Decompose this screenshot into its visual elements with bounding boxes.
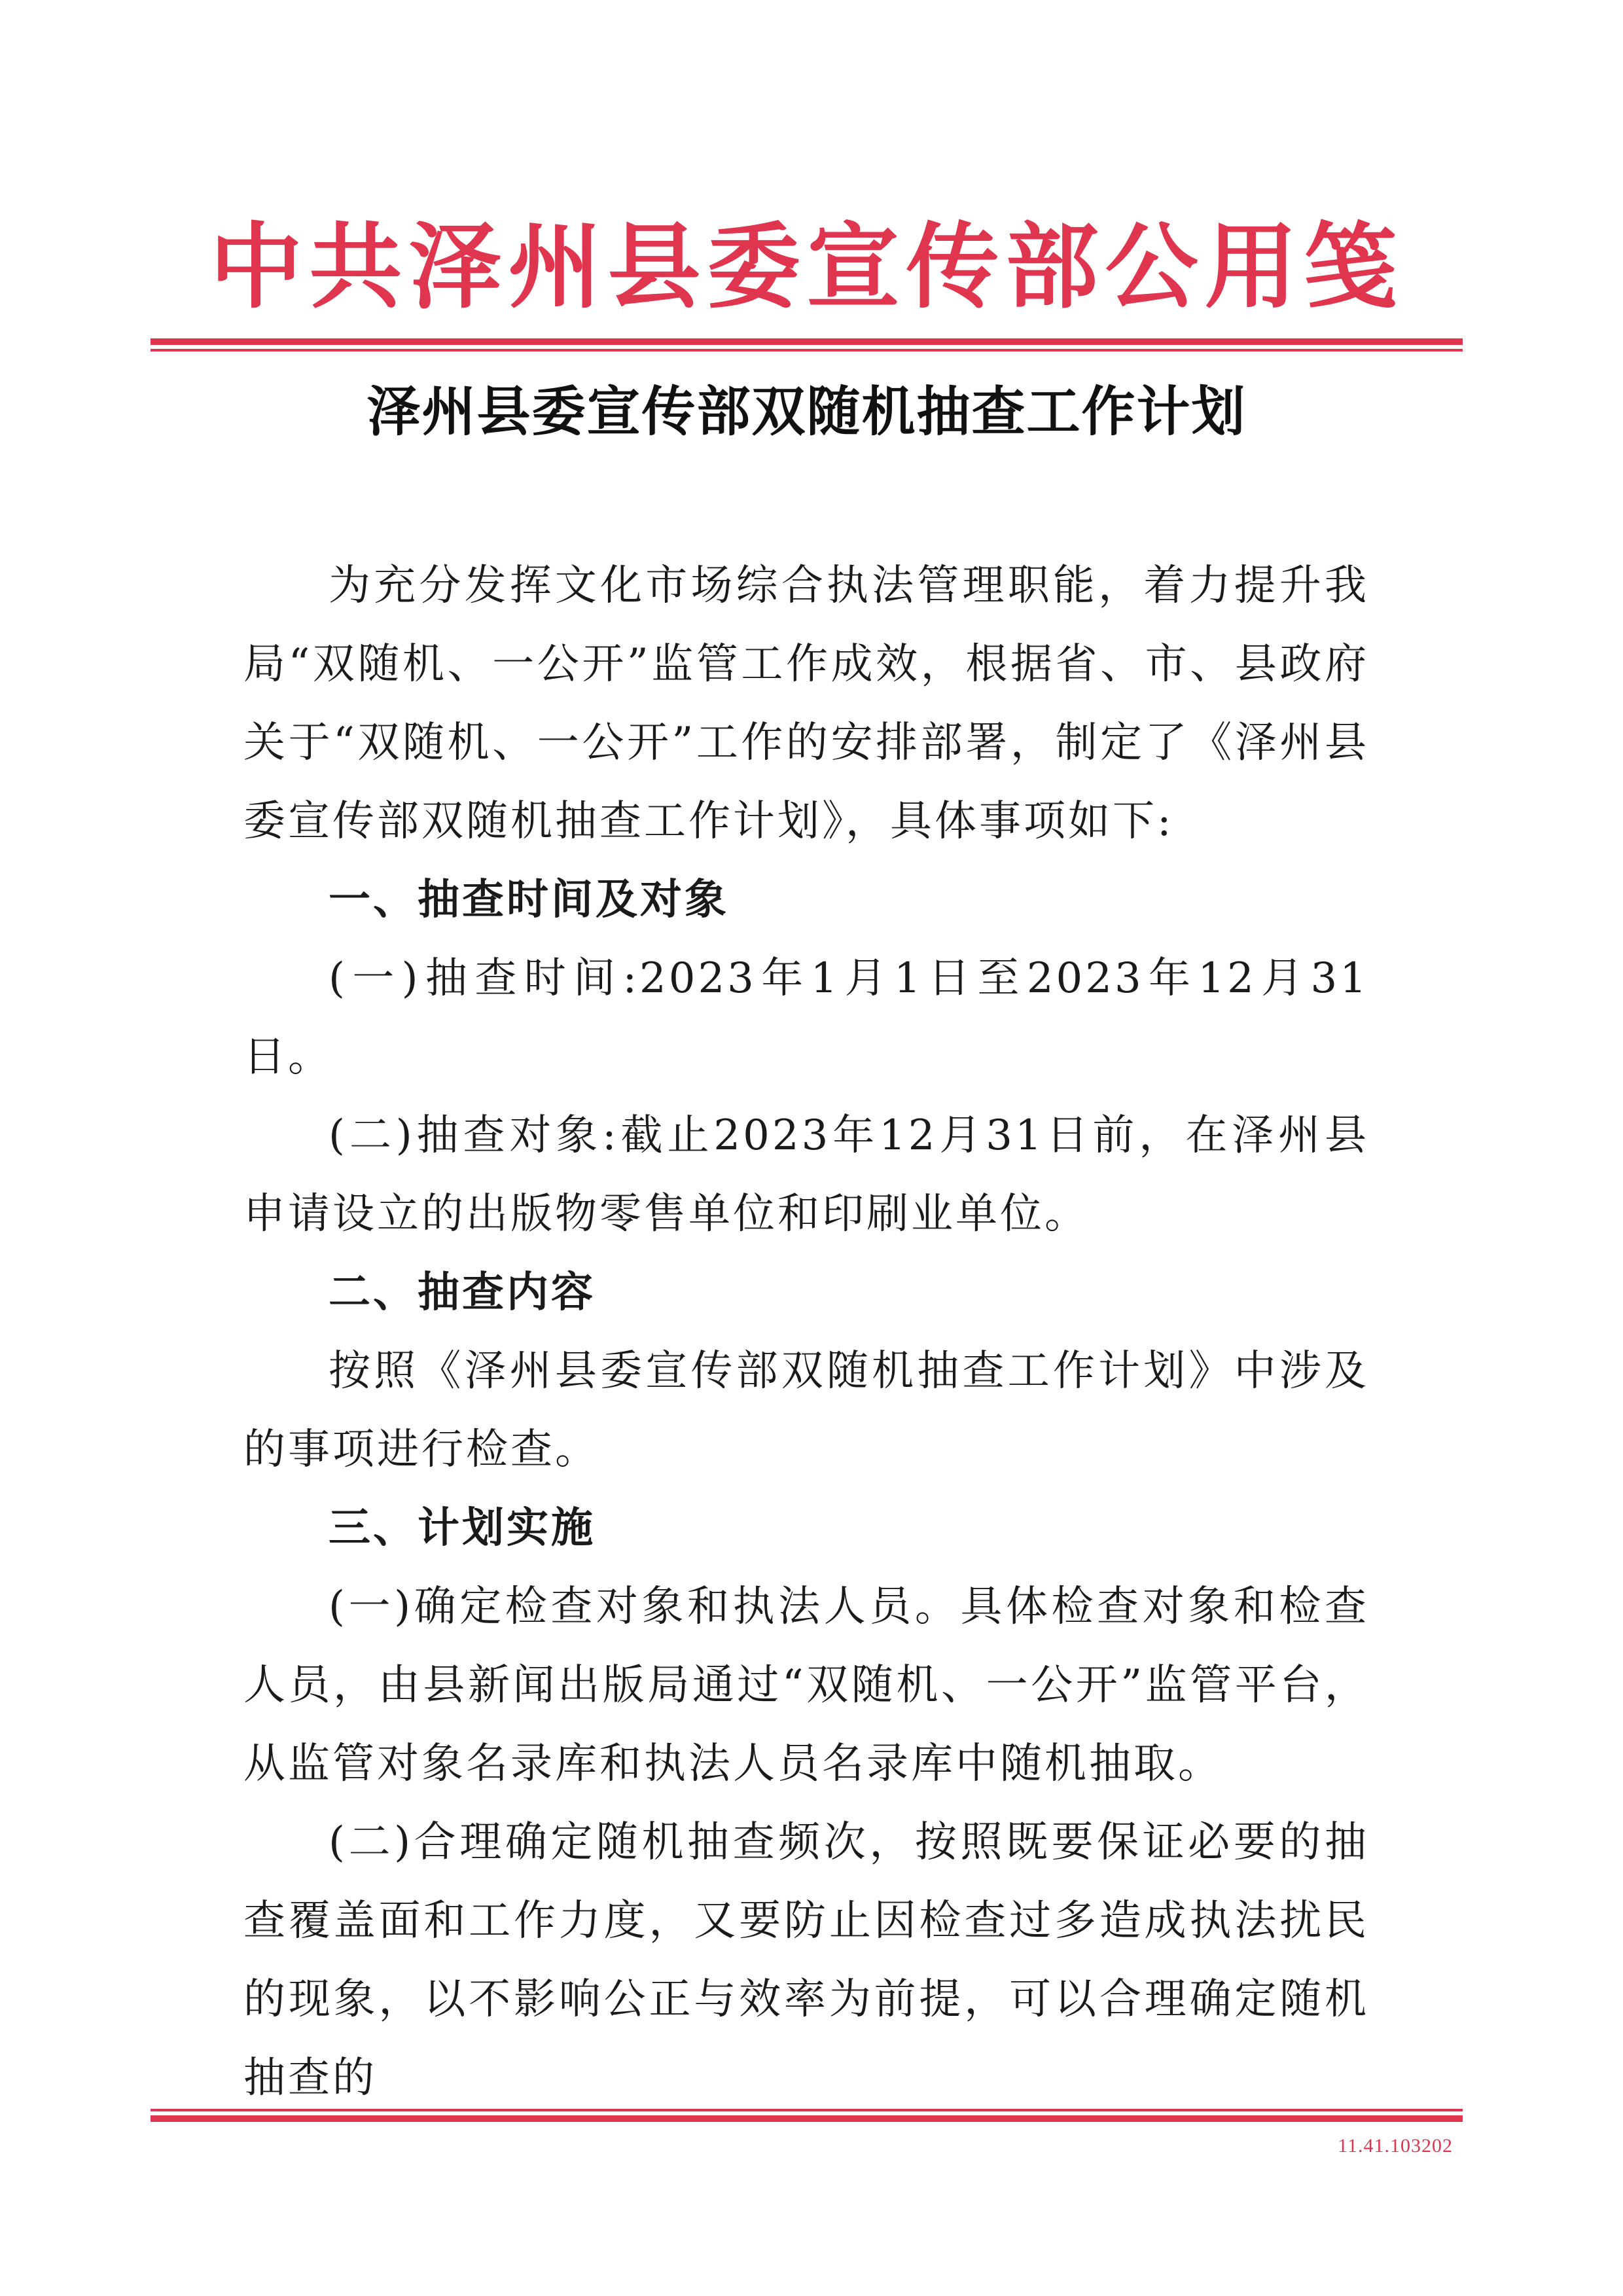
footer-divider-thick (151, 2115, 1463, 2122)
document-title: 泽州县委宣传部双随机抽查工作计划 (366, 381, 1247, 443)
body-paragraph: (二)抽查对象:截止2023年12月31日前，在泽州县申请设立的出版物零售单位和印刷业单位。 (243, 1111, 1369, 1238)
footer-divider-thin (151, 2109, 1463, 2111)
document-body (243, 547, 1369, 2117)
header-divider-thick (151, 338, 1463, 345)
body-paragraph: 按照《泽州县委宣传部双随机抽查工作计划》中涉及的事项进行检查。 (243, 1347, 1369, 1474)
section-heading: 三、计划实施 (329, 1504, 596, 1552)
section-heading: 一、抽查时间及对象 (329, 876, 729, 924)
body-paragraph: (一)确定检查对象和执法人员。具体检查对象和检查人员，由县新闻出版局通过“双随机、一公开”监管平台，从监管对象名录库和执法人员名录库中随机抽取。 (243, 1583, 1369, 1788)
body-paragraph: (二)合理确定随机抽查频次，按照既要保证必要的抽查覆盖面和工作力度，又要防止因检查过多造成执法扰民的现象，以不影响公正与效率为前提，可以合理确定随机抽查的 (243, 1818, 1369, 2102)
body-paragraph: (一)抽查时间:2023年1月1日至2023年12月31日。 (243, 954, 1369, 1081)
body-paragraph: 为充分发挥文化市场综合执法管理职能，着力提升我局“双随机、一公开”监管工作成效，根据省、市、县政府关于“双随机、一公开”工作的安排部署，制定了《泽州县委宣传部双随机抽查工作计划》，具体事项如下: (243, 562, 1369, 846)
letterhead-title: 中共泽州县委宣传部公用笺 (209, 213, 1404, 321)
section-heading: 二、抽查内容 (329, 1268, 596, 1317)
header-divider-thin (151, 349, 1463, 351)
footer-code: 11.41.103202 (1338, 2135, 1453, 2157)
